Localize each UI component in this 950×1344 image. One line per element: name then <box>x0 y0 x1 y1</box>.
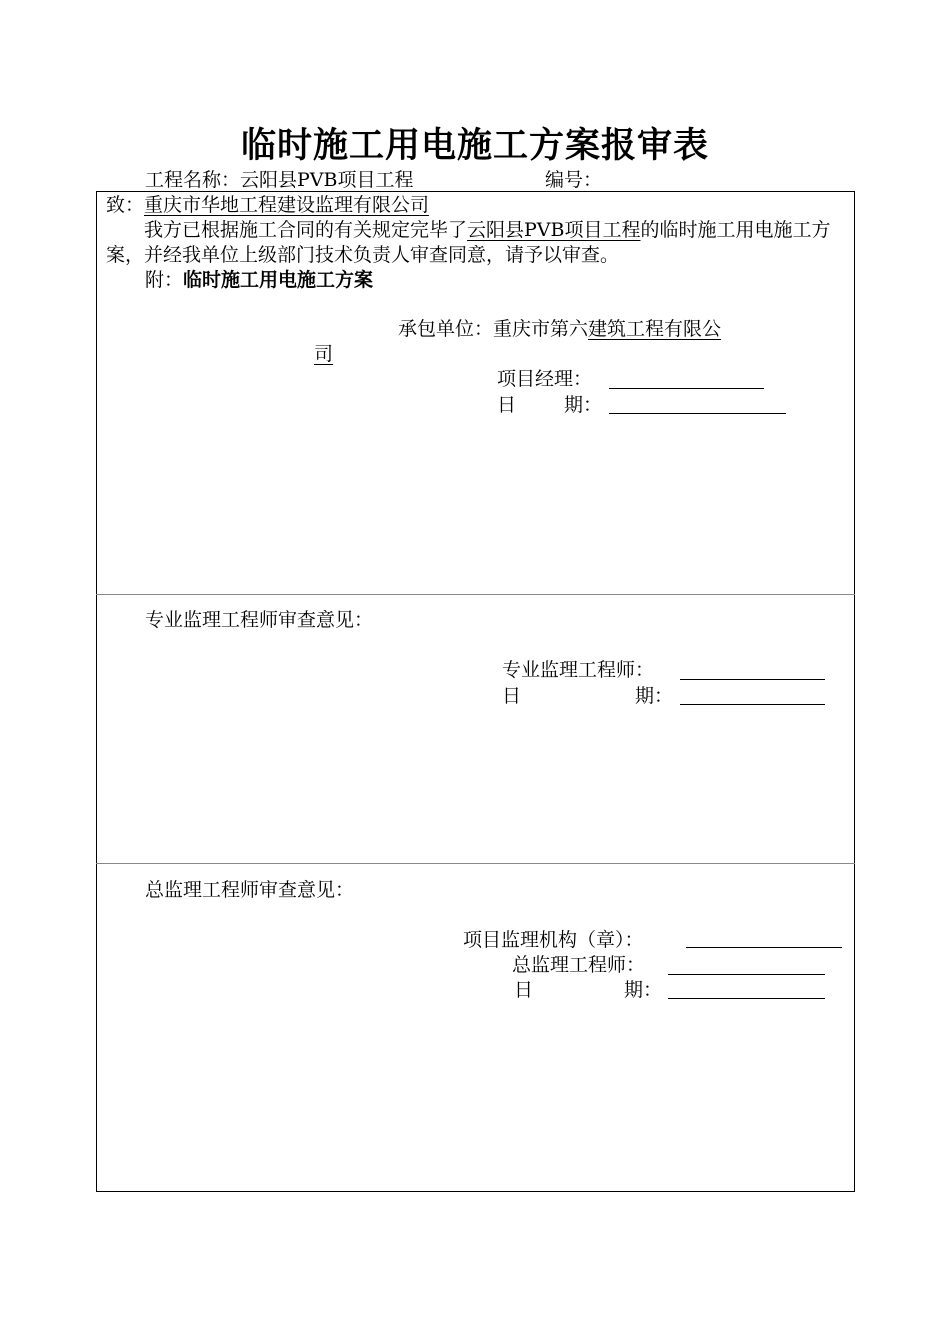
form-title: 临时施工用电施工方案报审表 <box>240 125 709 166</box>
contractor-name-a: 重庆市第六 <box>493 318 589 340</box>
date-label-a-1: 日 <box>497 394 517 416</box>
date-label-a-2: 日 <box>502 685 522 707</box>
project-label: 工程名称： <box>145 169 241 191</box>
date-line-3 <box>668 998 825 999</box>
chief-label: 总监理工程师： <box>512 954 646 976</box>
engineer-signature-line <box>680 679 825 680</box>
supervisor-company: 重庆市华地工程建设监理有限公司 <box>144 194 430 216</box>
statement-project: 云阳县PVB项目工程 <box>467 219 641 241</box>
submission-statement <box>106 218 848 268</box>
engineer-label: 专业监理工程师： <box>502 659 655 681</box>
contractor-name-c: 司 <box>314 343 334 365</box>
date-label-b-1: 期： <box>564 394 603 416</box>
manager-label: 项目经理： <box>497 368 593 390</box>
contractor-name-b: 建筑工程有限公 <box>588 318 722 340</box>
statement-text-2: 的临时施工用电施工方案，并经我单位上级部门技术负责人审查同意，请予以审查。 <box>106 219 831 266</box>
statement-text-1: 我方已根据施工合同的有关规定完毕了 <box>144 219 468 241</box>
section-divider-1 <box>96 594 855 595</box>
number-label: 编号： <box>545 169 603 191</box>
to-label: 致： <box>106 194 145 216</box>
org-stamp-line <box>686 947 842 948</box>
date-line-2 <box>680 704 825 705</box>
attach-label: 附： <box>145 269 184 291</box>
contractor-row <box>398 317 721 342</box>
chief-review-heading: 总监理工程师审查意见： <box>145 879 355 901</box>
attach-title: 临时施工用电施工方案 <box>183 269 374 291</box>
manager-signature-line <box>609 388 764 389</box>
project-name: 云阳县PVB项目工程 <box>240 169 414 191</box>
engineer-review-heading: 专业监理工程师审查意见： <box>145 609 374 631</box>
section-divider-2 <box>96 863 855 864</box>
contractor-label: 承包单位： <box>398 318 494 340</box>
org-label: 项目监理机构（章）： <box>463 929 644 951</box>
addressee-row <box>106 193 429 218</box>
attachment-row <box>145 268 373 293</box>
chief-signature-line <box>668 974 825 975</box>
date-line-1 <box>609 413 786 414</box>
date-label-b-3: 期： <box>624 979 663 1001</box>
date-label-a-3: 日 <box>514 979 534 1001</box>
project-name-row <box>145 168 413 193</box>
date-label-b-2: 期： <box>635 685 674 707</box>
